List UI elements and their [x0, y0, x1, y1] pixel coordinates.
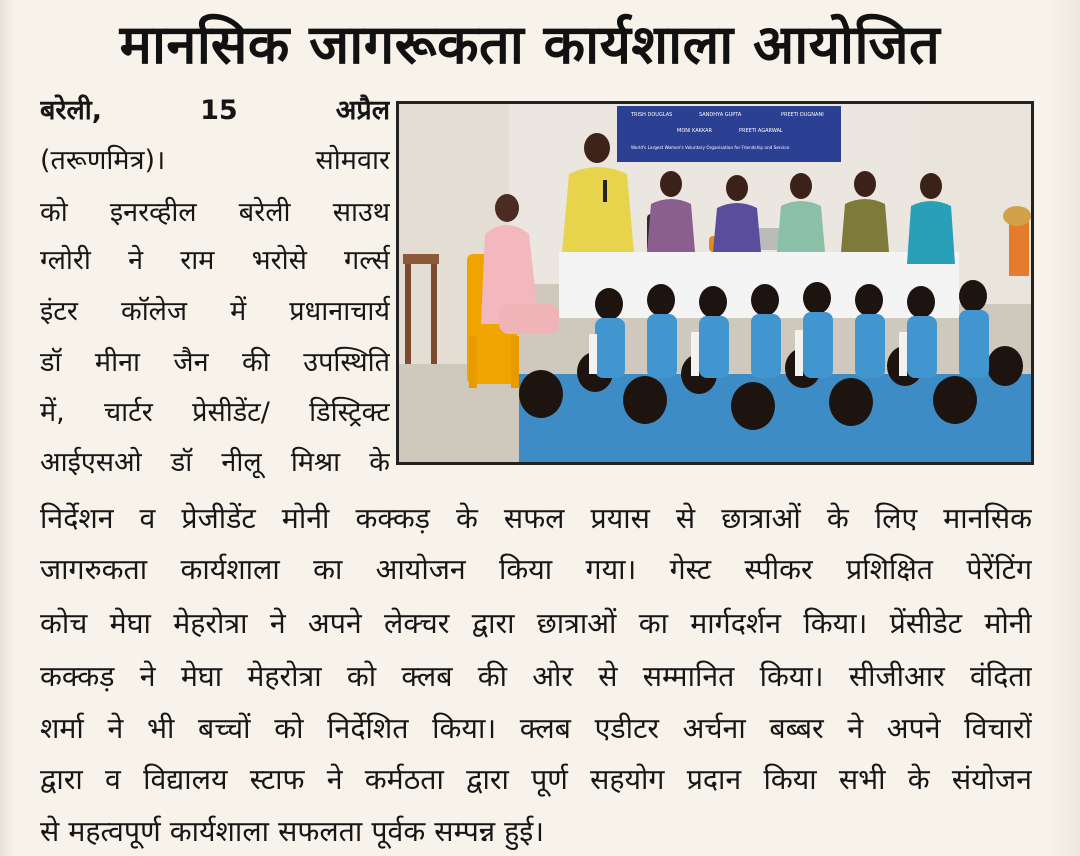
banner-name: MONI KAKKAR [677, 128, 713, 134]
body-line: कोच मेघा मेहरोत्रा ने अपने लेक्चर द्वारा छात्राओं का मार्गदर्शन किया। प्रेंसीडेट मोनी [40, 607, 1032, 640]
banner-name: PREETI DUGNANI [781, 112, 824, 118]
event-photo [396, 101, 1034, 465]
column-line: ग्लोरी ने राम भरोसे गर्ल्स [40, 245, 390, 276]
banner-name: SANDHYA GUPTA [699, 112, 742, 118]
column-line: को इनरव्हील बरेली साउथ [40, 197, 390, 228]
headline: मानसिक जागरूकता कार्यशाला आयोजित [119, 13, 941, 76]
column-line: (तरूणमित्र)। सोमवार [40, 145, 390, 176]
paper-edge-right [1050, 0, 1080, 856]
column-line: इंटर कॉलेज में प्रधानाचार्य [40, 296, 390, 327]
body-line: से महत्वपूर्ण कार्यशाला सफलता पूर्वक सम्पन्न हुई। [40, 815, 545, 848]
organisation-banner [617, 106, 841, 162]
paper-edge-left [0, 0, 14, 856]
banner-name: TRISH DOUGLAS [631, 112, 673, 118]
column-line: आईएसओ डॉ नीलू मिश्रा के [40, 447, 390, 478]
banner-name: PREETI AGARWAL [739, 128, 783, 134]
body-line: शर्मा ने भी बच्चों को निर्देशित किया। क्लब एडीटर अर्चना बब्बर ने अपने विचारों [40, 712, 1032, 745]
dateline: बरेली, 15 अप्रैल [40, 95, 390, 126]
body-line: जागरुकता कार्यशाला का आयोजन किया गया। गेस्ट स्पीकर प्रशिक्षित पेरेंटिंग [40, 553, 1032, 586]
body-line: कक्कड़ ने मेघा मेहरोत्रा को क्लब की ओर से सम्मानित किया। सीजीआर वंदिता [40, 660, 1032, 693]
body-line: द्वारा व विद्यालय स्टाफ ने कर्मठता द्वारा पूर्ण सहयोग प्रदान किया सभी के संयोजन [40, 763, 1032, 796]
column-line: में, चार्टर प्रेसीडेंट/ डिस्ट्रिक्ट [40, 397, 390, 428]
column-line: डॉ मीना जैन की उपस्थिति [40, 347, 390, 378]
banner-tagline: World's Largest Women's Voluntary Organisation for Friendship and Service. [631, 145, 791, 150]
body-line: निर्देशन व प्रेजीडेंट मोनी कक्कड़ के सफल प्रयास से छात्राओं के लिए मानसिक [40, 502, 1032, 535]
